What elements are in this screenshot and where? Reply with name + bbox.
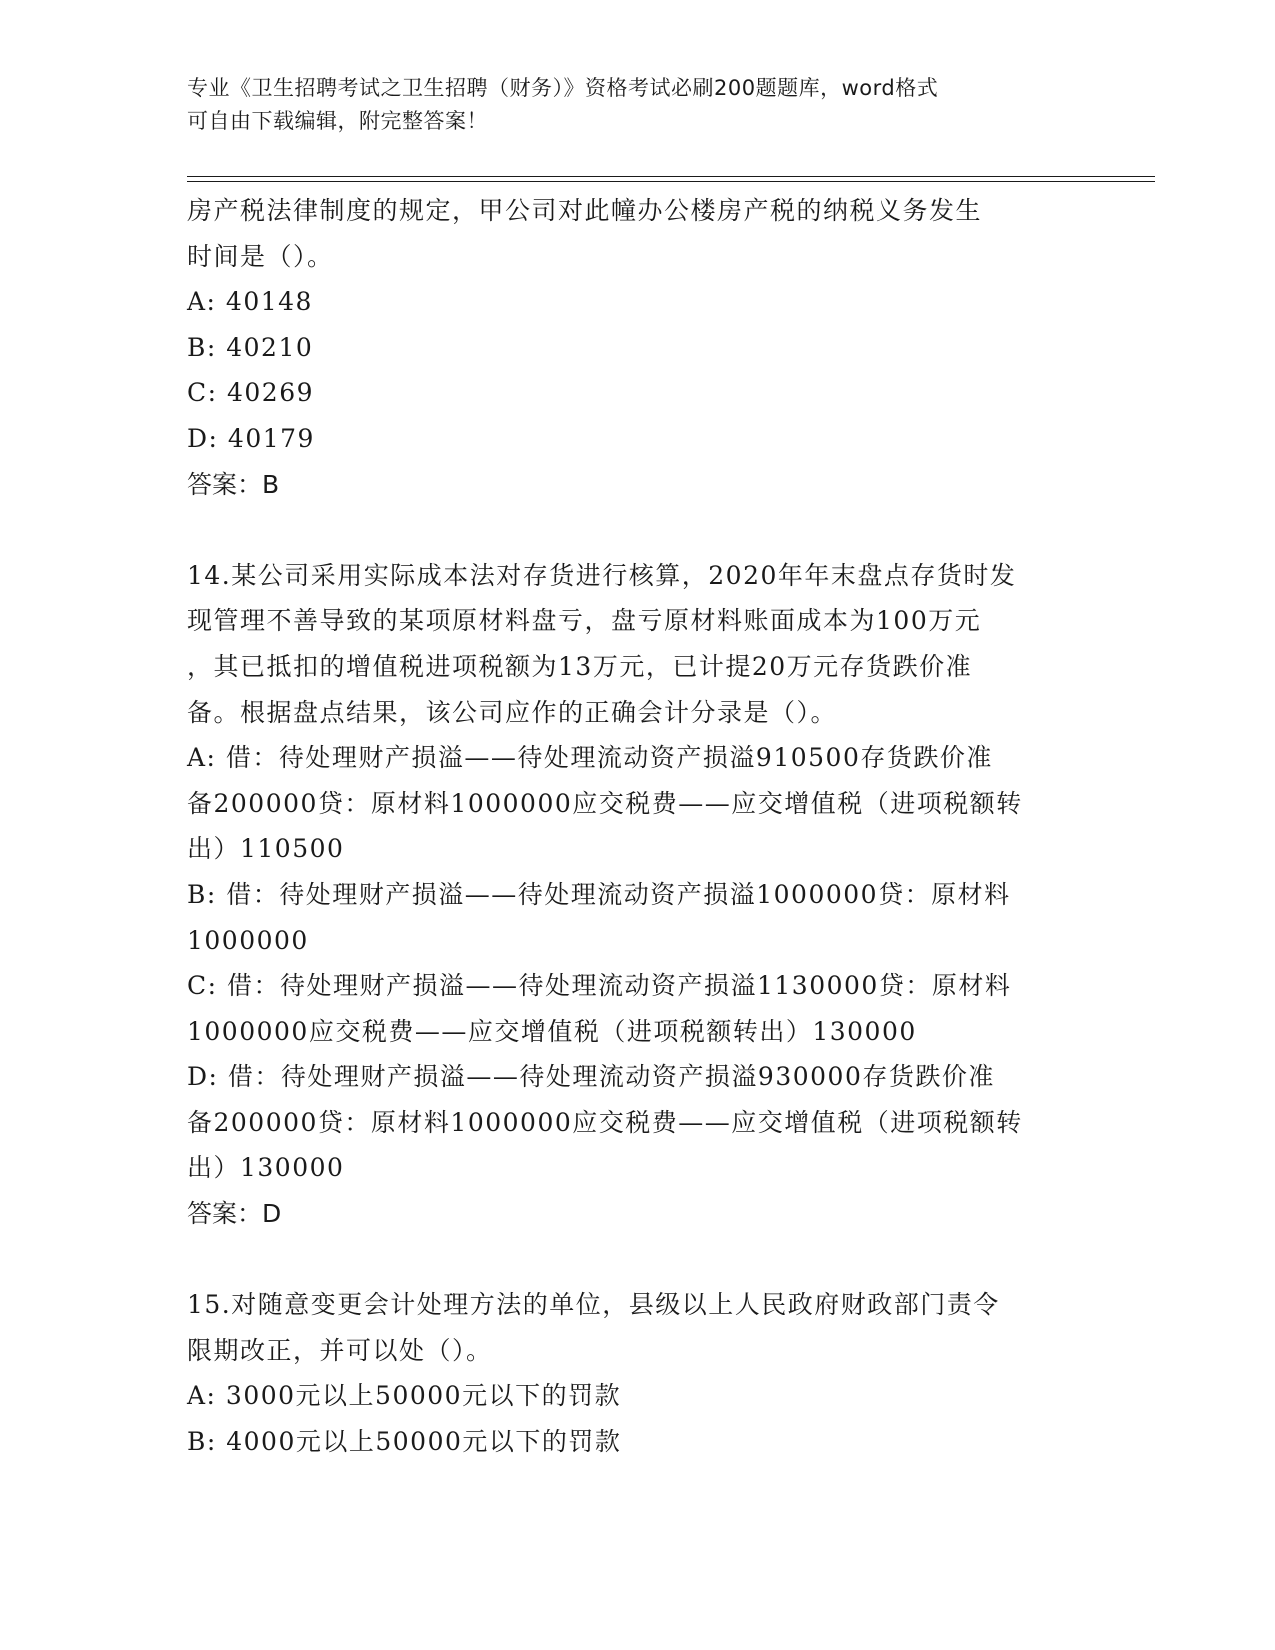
header-title-line-2: 可自由下载编辑，附完整答案！ [187, 109, 488, 133]
spacer [187, 1237, 1147, 1283]
question-body [187, 188, 1147, 1465]
question-stem-line: 时间是（）。 [187, 241, 334, 271]
option-a-line: A: 借：待处理财产损溢——待处理流动资产损溢910500存货跌价准 [187, 743, 993, 773]
question-stem-line: 备。根据盘点结果，该公司应作的正确会计分录是（）。 [187, 697, 838, 727]
option-b: B: 4000元以上50000元以下的罚款 [187, 1427, 622, 1457]
question-stem-line: 14.某公司采用实际成本法对存货进行核算，2020年年末盘点存货时发 [187, 560, 1017, 590]
option-d-line: 备200000贷：原材料1000000应交税费——应交增值税（进项税额转 [187, 1107, 1023, 1137]
header-divider-bottom [187, 181, 1155, 182]
question-stem-line: 15.对随意变更会计处理方法的单位，县级以上人民政府财政部门责令 [187, 1290, 1000, 1320]
header-divider-top [187, 176, 1155, 177]
answer-line: 答案：D [187, 1199, 282, 1229]
option-d: D: 40179 [187, 423, 315, 453]
option-a-line: 备200000贷：原材料1000000应交税费——应交增值税（进项税额转 [187, 788, 1023, 818]
answer-line: 答案：B [187, 469, 280, 499]
question-15 [187, 1282, 1147, 1464]
option-c-line: 1000000应交税费——应交增值税（进项税额转出）130000 [187, 1016, 917, 1046]
question-stem-line: 房产税法律制度的规定，甲公司对此幢办公楼房产税的纳税义务发生 [187, 196, 983, 225]
option-b-line: 1000000 [187, 925, 309, 955]
question-stem-line: 限期改正，并可以处（）。 [187, 1335, 493, 1365]
option-a: A: 3000元以上50000元以下的罚款 [187, 1381, 622, 1411]
header-title-line-1: 专业《卫生招聘考试之卫生招聘（财务）》资格考试必刷200题题库，word格式 [187, 76, 939, 100]
question-13 [187, 188, 1147, 507]
option-d-line: 出）130000 [187, 1153, 345, 1183]
document-header [187, 72, 1087, 138]
option-b: B: 40210 [187, 332, 314, 362]
question-14 [187, 553, 1147, 1237]
question-stem-line: 现管理不善导致的某项原材料盘亏，盘亏原材料账面成本为100万元 [187, 606, 982, 636]
option-c-line: C: 借：待处理财产损溢——待处理流动资产损溢1130000贷：原材料 [187, 971, 1012, 1001]
spacer [187, 507, 1147, 553]
option-b-line: B: 借：待处理财产损溢——待处理流动资产损溢1000000贷：原材料 [187, 879, 1011, 909]
option-c: C: 40269 [187, 378, 315, 408]
question-stem-line: ，其已抵扣的增值税进项税额为13万元，已计提20万元存货跌价准 [187, 651, 973, 681]
option-a: A: 40148 [187, 287, 313, 317]
option-d-line: D: 借：待处理财产损溢——待处理流动资产损溢930000存货跌价准 [187, 1062, 995, 1092]
option-a-line: 出）110500 [187, 834, 345, 864]
